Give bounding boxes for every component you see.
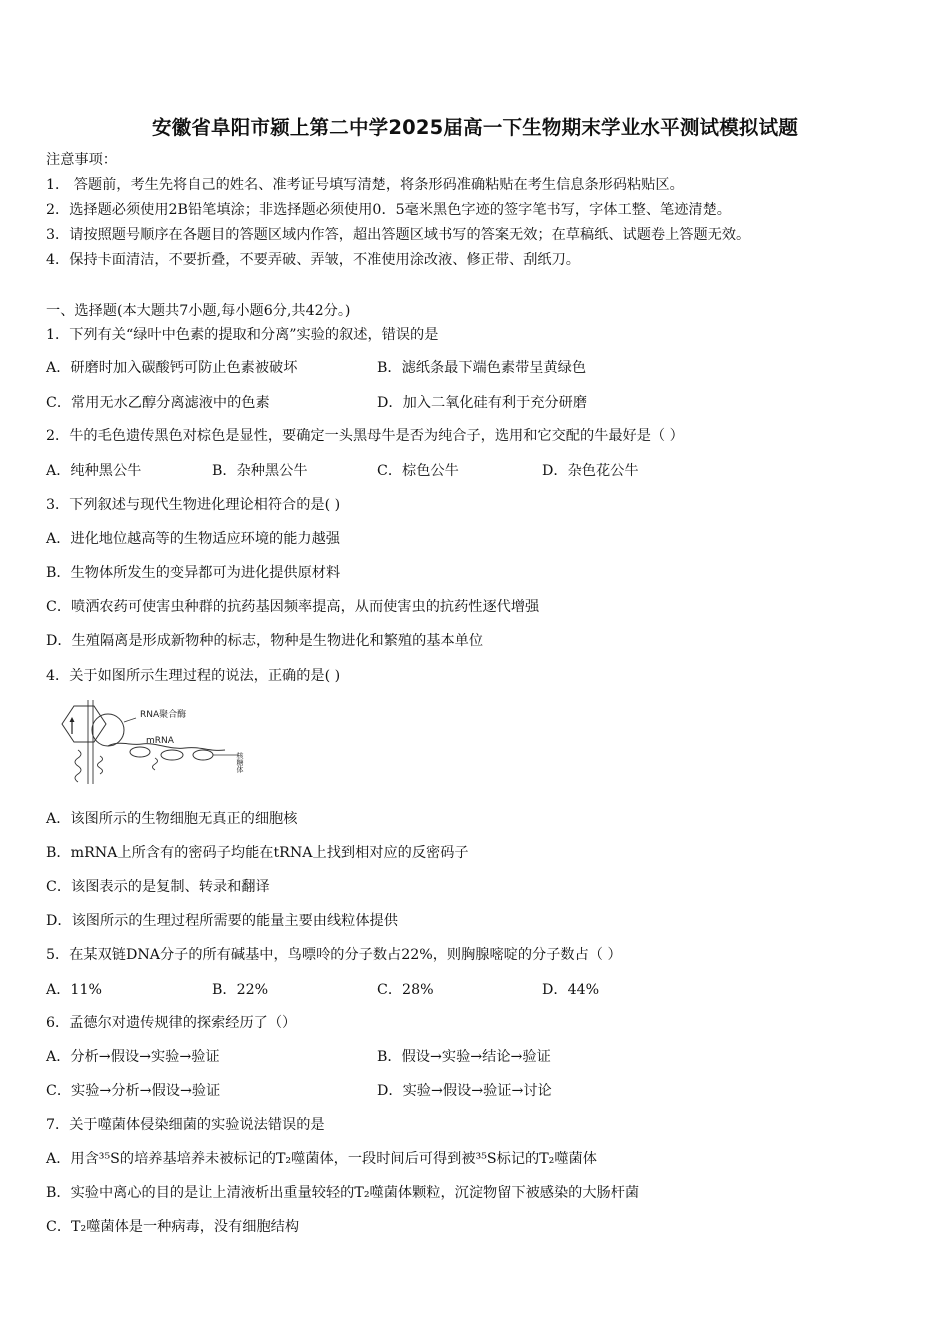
question-6-option-c: C．实验→分析→假设→验证	[46, 1083, 221, 1099]
figure-leader-line	[124, 718, 136, 722]
page-title: 安徽省阜阳市颍上第二中学2025届高一下生物期末学业水平测试模拟试题	[151, 116, 799, 139]
question-6-option-b: B．假设→实验→结论→验证	[377, 1049, 551, 1065]
question-7-stem: 7．关于噬菌体侵染细菌的实验说法错误的是	[46, 1117, 325, 1133]
question-2-option-a: A．纯种黑公牛	[46, 463, 142, 479]
question-3-stem: 3．下列叙述与现代生物进化理论相符合的是( )	[46, 497, 341, 513]
question-1-option-b: B．滤纸条最下端色素带呈黄绿色	[377, 360, 587, 376]
figure-ribosome	[161, 750, 183, 760]
question-4-option-b: B．mRNA上所含有的密码子均能在tRNA上找到相对应的反密码子	[46, 845, 469, 861]
question-1-stem: 1．下列有关“绿叶中色素的提取和分离”实验的叙述，错误的是	[46, 327, 439, 343]
question-7-option-c: C．T₂噬菌体是一种病毒，没有细胞结构	[46, 1219, 300, 1235]
section-heading: 一、选择题(本大题共7小题,每小题6分,共42分。)	[46, 303, 351, 319]
question-4-option-d: D．该图所示的生理过程所需要的能量主要由线粒体提供	[46, 913, 398, 929]
question-2-option-b: B．杂种黑公牛	[212, 463, 308, 479]
figure-ribosome	[130, 747, 150, 757]
question-5-option-d: D．44%	[542, 982, 600, 998]
question-4-stem: 4．关于如图所示生理过程的说法，正确的是( )	[46, 668, 341, 684]
question-3-option-c: C．喷洒农药可使害虫种群的抗药基因频率提高，从而使害虫的抗药性逐代增强	[46, 599, 540, 615]
question-5-option-c: C．28%	[377, 982, 434, 998]
question-7-option-b: B．实验中离心的目的是让上清液析出重量较轻的T₂噬菌体颗粒，沉淀物留下被感染的大肠杆菌	[46, 1185, 640, 1201]
notice-item: 1． 答题前，考生先将自己的姓名、准考证号填写清楚，将条形码准确粘贴在考生信息条形码粘贴区。	[46, 177, 684, 193]
question-6-option-a: A．分析→假设→实验→验证	[46, 1049, 220, 1065]
question-4-option-a: A．该图所示的生物细胞无真正的细胞核	[46, 811, 298, 827]
question-5-stem: 5．在某双链DNA分子的所有碱基中，鸟嘌呤的分子数占22%，则胸腺嘧啶的分子数占（ ）	[46, 947, 622, 963]
notice-item: 4．保持卡面清洁，不要折叠，不要弄破、弄皱，不准使用涂改液、修正带、刮纸刀。	[46, 252, 580, 268]
figure-peptide-chain	[98, 756, 103, 774]
figure-label-mrna: mRNA	[146, 736, 174, 746]
question-6-option-d: D．实验→假设→验证→讨论	[377, 1083, 552, 1099]
figure-rna-polymerase	[92, 714, 124, 746]
figure-arrowhead	[70, 717, 75, 722]
question-7-option-a: A．用含³⁵S的培养基培养未被标记的T₂噬菌体，一段时间后可得到被³⁵S标记的T₂噬菌体	[46, 1151, 597, 1167]
question-1-option-d: D．加入二氧化硅有利于充分研磨	[377, 395, 588, 411]
question-1-option-a: A．研磨时加入碳酸钙可防止色素被破坏	[46, 360, 298, 376]
question-5-option-b: B．22%	[212, 982, 269, 998]
figure-peptide-chain	[75, 750, 81, 782]
notice-item: 3．请按照题号顺序在各题目的答题区域内作答，超出答题区域书写的答案无效；在草稿纸、试题卷上答题无效。	[46, 227, 751, 243]
question-2-option-d: D．杂色花公牛	[542, 463, 639, 479]
notice-heading: 注意事项：	[46, 152, 117, 168]
figure-label-ribosome: 核糖体	[236, 752, 244, 773]
question-1-option-c: C．常用无水乙醇分离滤液中的色素	[46, 395, 270, 411]
notice-item: 2．选择题必须使用2B铅笔填涂；非选择题必须使用0．5毫米黑色字迹的签字笔书写，字体工整、笔迹清楚。	[46, 202, 731, 218]
question-6-stem: 6．孟德尔对遗传规律的探索经历了（）	[46, 1015, 297, 1031]
figure-label-polymerase: RNA聚合酶	[140, 710, 187, 720]
figure-hexagon	[62, 706, 106, 742]
figure-ribosome	[193, 750, 213, 760]
question-3-option-b: B．生物体所发生的变异都可为进化提供原材料	[46, 565, 341, 581]
question-3-option-d: D．生殖隔离是形成新物种的标志，物种是生物进化和繁殖的基本单位	[46, 633, 484, 649]
question-2-stem: 2．牛的毛色遗传黑色对棕色是显性，要确定一头黑母牛是否为纯合子，选用和它交配的牛最好是（ ）	[46, 428, 684, 444]
question-5-option-a: A．11%	[46, 982, 102, 998]
figure-peptide-chain	[153, 758, 158, 770]
question-4-option-c: C．该图表示的是复制、转录和翻译	[46, 879, 270, 895]
question-3-option-a: A．进化地位越高等的生物适应环境的能力越强	[46, 531, 340, 547]
transcription-translation-figure	[60, 700, 260, 784]
question-2-option-c: C．棕色公牛	[377, 463, 459, 479]
